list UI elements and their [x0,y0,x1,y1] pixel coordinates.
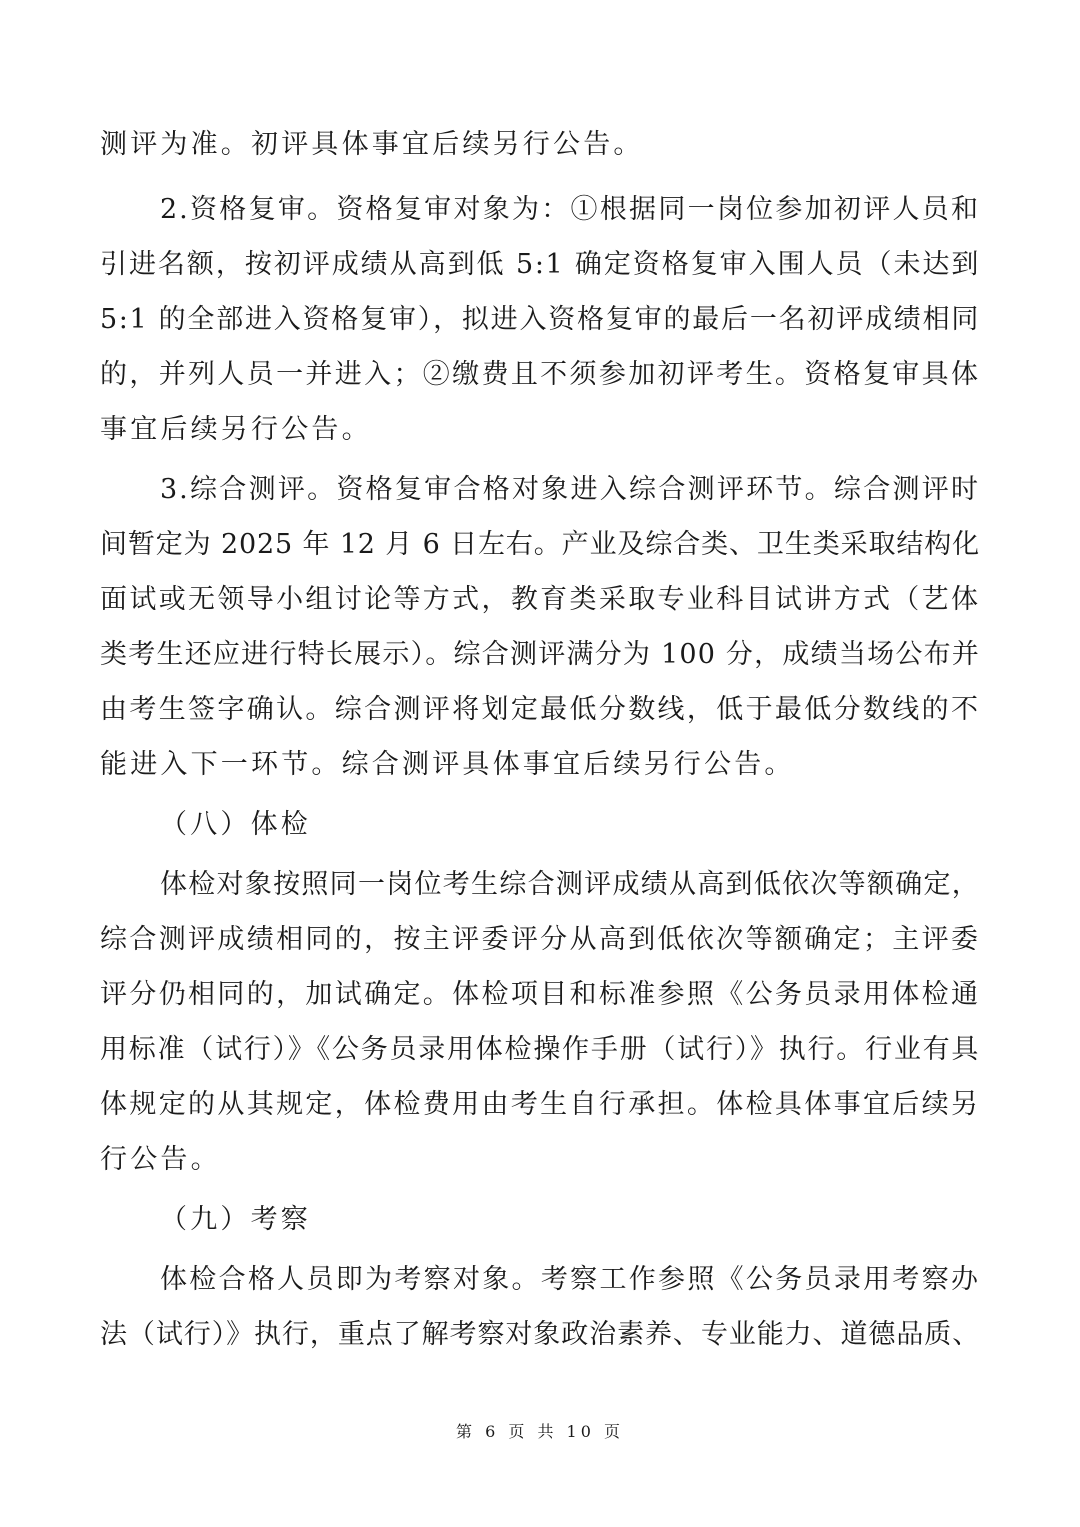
paragraph-line: 3.综合测评。资格复审合格对象进入综合测评环节。综合测评时 [160,474,980,505]
paragraph-line: 体规定的从其规定，体检费用由考生自行承担。体检具体事宜后续另 [100,1089,980,1120]
paragraph-line: 行公告。 [100,1144,221,1175]
paragraph-line: 能进入下一环节。综合测评具体事宜后续另行公告。 [100,749,795,780]
paragraph-line: 2.资格复审。资格复审对象为：①根据同一岗位参加初评人员和 [160,194,980,225]
paragraph-line: 事宜后续另行公告。 [100,414,372,445]
section-heading: （八）体检 [160,809,311,840]
paragraph-line: 面试或无领导小组讨论等方式，教育类采取专业科目试讲方式（艺体 [100,584,980,615]
paragraph-line: 体检合格人员即为考察对象。考察工作参照《公务员录用考察办 [160,1264,980,1295]
paragraph-line: 5:1 的全部进入资格复审），拟进入资格复审的最后一名初评成绩相同 [100,304,980,335]
paragraph-line: 评分仍相同的，加试确定。体检项目和标准参照《公务员录用体检通 [100,979,980,1010]
paragraph-line: 用标准（试行）》《公务员录用体检操作手册（试行）》执行。行业有具 [100,1034,980,1065]
paragraph-line: 的，并列人员一并进入；②缴费且不须参加初评考生。资格复审具体 [100,359,980,390]
page-number: 第 6 页 共 10 页 [456,1422,624,1441]
paragraph-line: 法（试行）》执行，重点了解考察对象政治素养、专业能力、道德品质、 [100,1319,980,1350]
paragraph-line: 体检对象按照同一岗位考生综合测评成绩从高到低依次等额确定， [160,869,980,900]
paragraph-line: 综合测评成绩相同的，按主评委评分从高到低依次等额确定；主评委 [100,924,980,955]
paragraph-line: 引进名额，按初评成绩从高到低 5:1 确定资格复审入围人员（未达到 [100,249,980,280]
paragraph-line: 由考生签字确认。综合测评将划定最低分数线，低于最低分数线的不 [100,694,980,725]
paragraph-line: 测评为准。初评具体事宜后续另行公告。 [100,129,644,160]
paragraph-line: 间暂定为 2025 年 12 月 6 日左右。产业及综合类、卫生类采取结构化 [100,529,980,560]
paragraph-line: 类考生还应进行特长展示）。综合测评满分为 100 分，成绩当场公布并 [100,639,980,670]
section-heading: （九）考察 [160,1204,311,1235]
